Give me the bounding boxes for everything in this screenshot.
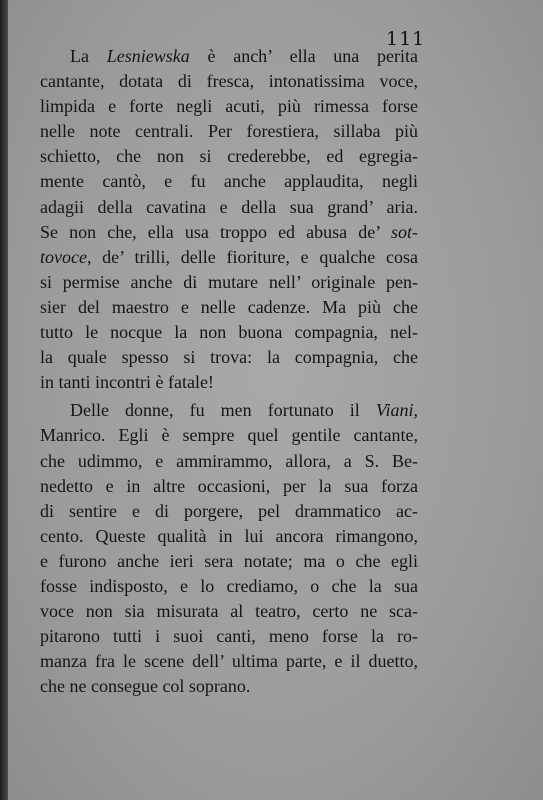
text-line: nedetto e in altre occasioni, per la sua forza: [40, 475, 418, 496]
text-line: si permise anche di mutare nell’ originale pen-: [40, 271, 418, 292]
paragraph: [40, 398, 418, 699]
text-line: sier del maestro e nelle cadenze. Ma più che: [40, 296, 418, 317]
text-line: in tanti incontri è fatale!: [40, 372, 214, 393]
text-line: adagii della cavatina e della sua grand’ aria.: [40, 196, 418, 217]
text-line: che ne consegue col soprano.: [40, 676, 251, 697]
text-line: manza fra le scene dell’ ultima parte, e il duetto,: [40, 651, 418, 672]
text-line: che udimmo, e ammirammo, allora, a S. Be-: [40, 450, 418, 471]
paragraph: [40, 44, 418, 395]
text-line: voce non sia misurata al teatro, certo ne sca-: [40, 601, 418, 622]
text-line: limpida e forte negli acuti, più rimessa forse: [40, 96, 418, 117]
text-line: mente cantò, e fu anche applaudita, negli: [40, 171, 418, 192]
text-line: e furono anche ieri sera notate; ma o che egli: [40, 550, 418, 571]
text-line: la quale spesso si trova: la compagnia, che: [40, 347, 418, 368]
text-line: fosse indisposto, e lo crediamo, o che la sua: [40, 575, 418, 596]
text-line: cantante, dotata di fresca, intonatissima voce,: [40, 71, 418, 92]
book-page: [8, 0, 543, 800]
text-line: di sentire e di porgere, pel drammatico ac-: [40, 500, 418, 521]
text-line: tutto le nocque la non buona compagnia, nel-: [40, 322, 418, 343]
text-line: nelle note centrali. Per forestiera, sillaba più: [40, 121, 418, 142]
page-number: 111: [386, 28, 426, 50]
text-line: La Lesniewska è anch’ ella una perita: [70, 46, 419, 66]
text-line: Se non che, ella usa troppo ed abusa de’ sot-: [40, 221, 418, 242]
body-text: [40, 44, 418, 699]
text-line: pitarono tutti i suoi canti, meno forse la ro-: [40, 626, 418, 647]
text-line: Delle donne, fu men fortunato il Viani,: [70, 400, 418, 421]
text-line: tovoce, de’ trilli, delle fioriture, e qualche cosa: [40, 246, 418, 267]
text-line: Manrico. Egli è sempre quel gentile cantante,: [40, 425, 418, 446]
text-line: schietto, che non si crederebbe, ed egregia-: [40, 146, 418, 167]
text-line: cento. Queste qualità in lui ancora rimangono,: [40, 525, 418, 546]
book-spine-shadow: [0, 0, 8, 800]
